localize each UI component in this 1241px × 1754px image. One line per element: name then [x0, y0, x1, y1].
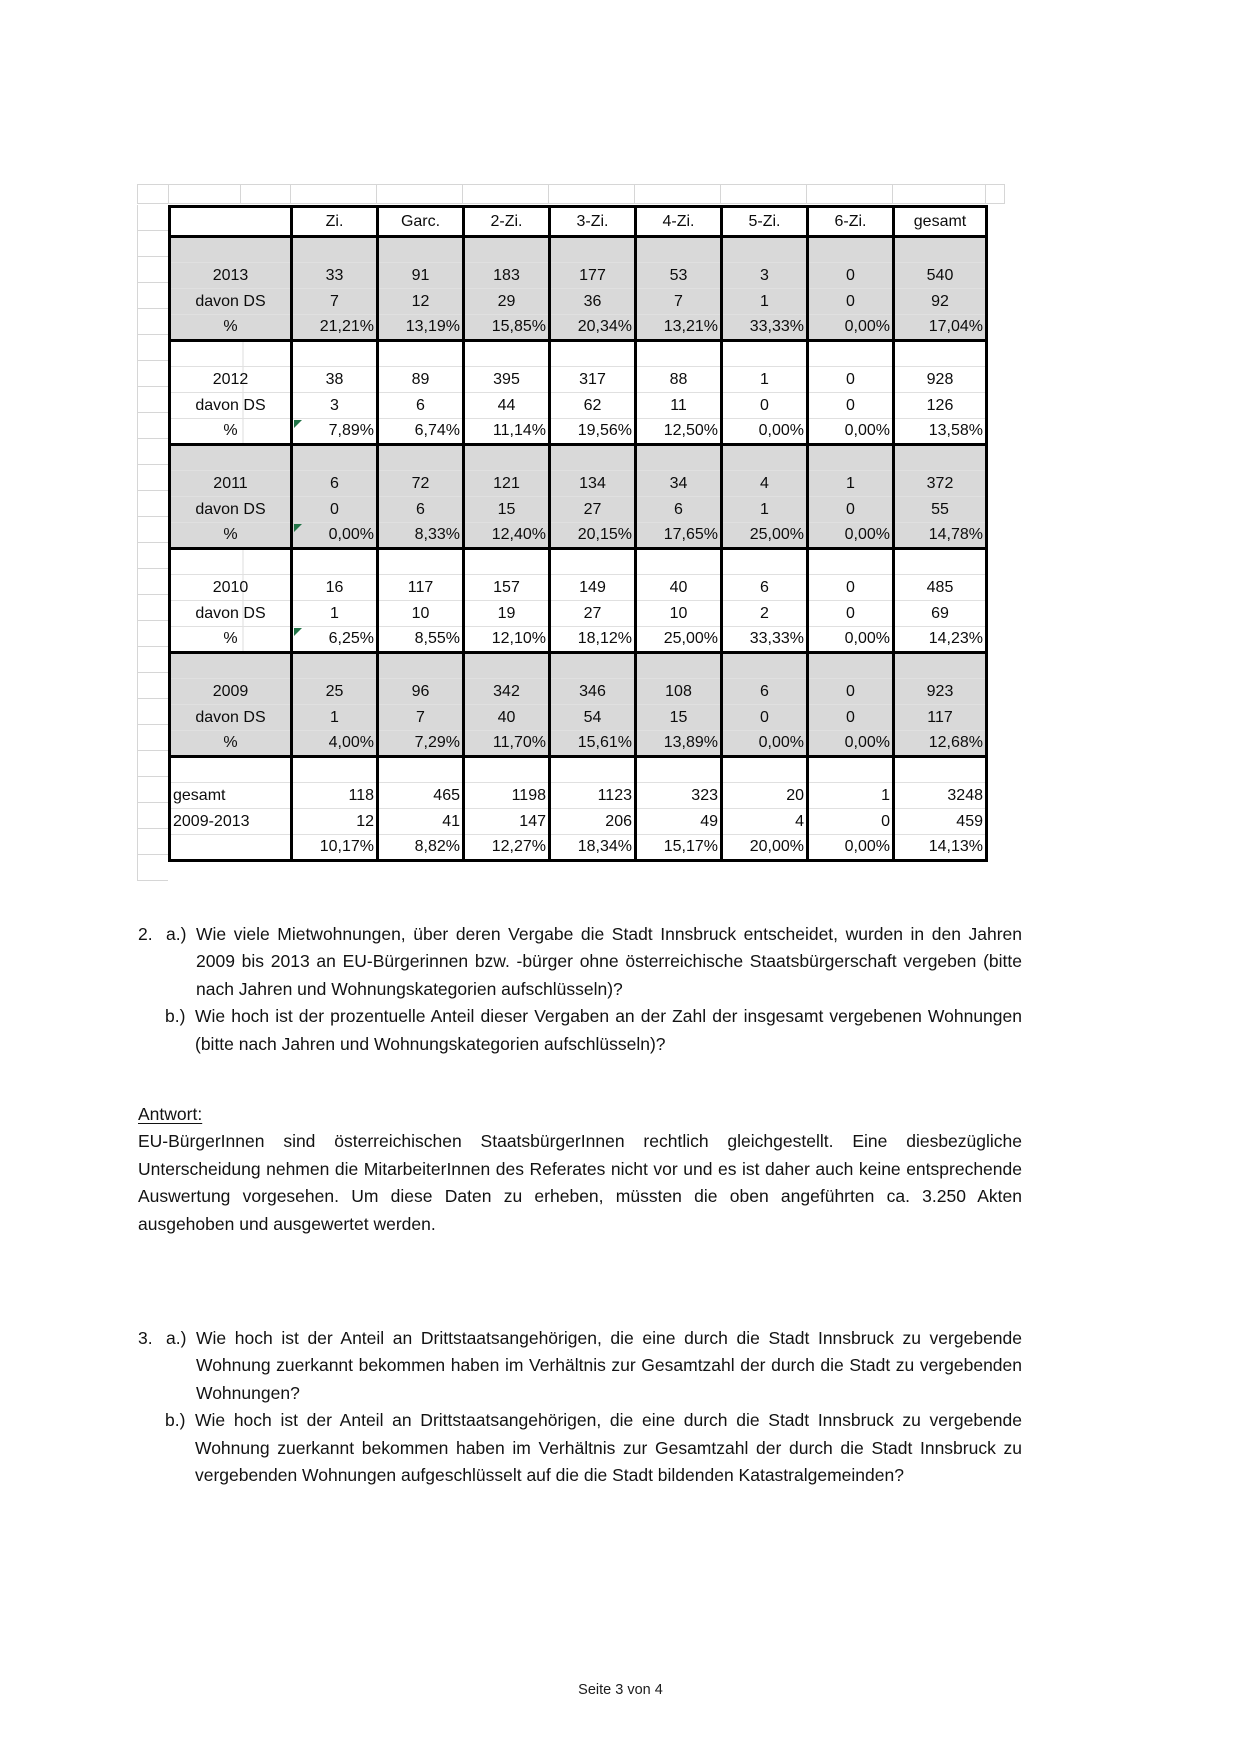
table-cell	[170, 653, 292, 679]
value-cell: 0,00%	[808, 315, 894, 341]
table-cell	[808, 445, 894, 471]
value-cell: 0	[292, 497, 378, 523]
table-cell	[894, 445, 987, 471]
value-cell: 147	[464, 809, 550, 835]
value-cell: 40	[464, 705, 550, 731]
value-cell: 1	[808, 783, 894, 809]
table-cell	[722, 757, 808, 783]
value-cell: 7,89%	[292, 419, 378, 445]
value-cell: 89	[378, 367, 464, 393]
percent-row	[170, 731, 987, 757]
indent	[138, 1407, 165, 1489]
table-cell	[170, 549, 292, 575]
davon-ds-row	[170, 393, 987, 419]
value-cell: 15,85%	[464, 315, 550, 341]
value-cell: 0,00%	[808, 731, 894, 757]
value-cell: 2	[722, 601, 808, 627]
value-cell: 12	[378, 289, 464, 315]
table-cell	[722, 237, 808, 263]
table-cell	[170, 757, 292, 783]
value-cell: 0	[722, 393, 808, 419]
value-cell: 342	[464, 679, 550, 705]
value-cell: 44	[464, 393, 550, 419]
value-cell: 7	[292, 289, 378, 315]
block-spacer-row	[170, 653, 987, 679]
value-cell: 0,00%	[722, 419, 808, 445]
value-cell: 33,33%	[722, 315, 808, 341]
table-cell	[464, 549, 550, 575]
table-cell	[550, 757, 636, 783]
value-cell: 96	[378, 679, 464, 705]
grid-cell	[290, 184, 376, 204]
table-cell	[550, 237, 636, 263]
table-cell	[170, 835, 292, 861]
value-cell: 3248	[894, 783, 987, 809]
value-cell: 346	[550, 679, 636, 705]
table-cell	[808, 653, 894, 679]
value-cell: 33	[292, 263, 378, 289]
value-cell: 20	[722, 783, 808, 809]
value-cell: 34	[636, 471, 722, 497]
value-cell: 18,34%	[550, 835, 636, 861]
value-cell: 25,00%	[722, 523, 808, 549]
value-cell: 7	[636, 289, 722, 315]
value-cell: 928	[894, 367, 987, 393]
value-cell: 7,29%	[378, 731, 464, 757]
value-cell: 49	[636, 809, 722, 835]
table-cell	[722, 341, 808, 367]
table-cell	[292, 445, 378, 471]
percent-row	[170, 523, 987, 549]
grid-cell	[985, 184, 1005, 204]
column-header: 4-Zi.	[636, 207, 722, 237]
value-cell: 0	[808, 809, 894, 835]
value-cell: 0	[808, 393, 894, 419]
value-cell: 54	[550, 705, 636, 731]
value-cell: 1	[292, 601, 378, 627]
value-cell: 121	[464, 471, 550, 497]
value-cell: 465	[378, 783, 464, 809]
grid-cell	[634, 184, 720, 204]
value-cell: 126	[894, 393, 987, 419]
value-cell: 0,00%	[808, 523, 894, 549]
column-header: 3-Zi.	[550, 207, 636, 237]
question-marker: a.)	[166, 924, 187, 944]
column-header: Zi.	[292, 207, 378, 237]
table-cell	[378, 445, 464, 471]
value-cell: 36	[550, 289, 636, 315]
value-cell: 6	[378, 497, 464, 523]
block-spacer-row	[170, 549, 987, 575]
value-cell: 91	[378, 263, 464, 289]
value-cell: 10	[636, 601, 722, 627]
value-cell: 0	[808, 263, 894, 289]
table-cell	[378, 757, 464, 783]
table-cell	[894, 653, 987, 679]
value-cell: 17,65%	[636, 523, 722, 549]
page-number: Seite 3 von 4	[578, 1682, 663, 1698]
value-cell: 92	[894, 289, 987, 315]
table-cell	[636, 445, 722, 471]
value-cell: 0	[808, 497, 894, 523]
table-cell	[464, 341, 550, 367]
value-cell: 11	[636, 393, 722, 419]
year-label: 2012	[170, 367, 292, 393]
value-cell: 1	[292, 705, 378, 731]
question-number: 2.	[138, 924, 153, 944]
total-ds-row	[170, 809, 987, 835]
column-header: Garc.	[378, 207, 464, 237]
table-cell	[464, 237, 550, 263]
value-cell: 395	[464, 367, 550, 393]
question-marker: b.)	[165, 1006, 186, 1027]
year-label: 2010	[170, 575, 292, 601]
column-header: gesamt	[894, 207, 987, 237]
year-row	[170, 471, 987, 497]
grid-cell	[720, 184, 806, 204]
value-cell: 13,19%	[378, 315, 464, 341]
grid-cell	[376, 184, 462, 204]
body-text	[138, 921, 1022, 1490]
table-cell	[292, 757, 378, 783]
value-cell: 0,00%	[292, 523, 378, 549]
table-cell	[170, 341, 292, 367]
year-row	[170, 679, 987, 705]
table-cell	[894, 549, 987, 575]
value-cell: 6,25%	[292, 627, 378, 653]
value-cell: 0	[808, 679, 894, 705]
value-cell: 12,68%	[894, 731, 987, 757]
question-3b	[138, 1407, 1022, 1489]
question-marker: a.)	[166, 1328, 187, 1349]
value-cell: 27	[550, 497, 636, 523]
grid-cell	[462, 184, 548, 204]
davon-ds-row	[170, 497, 987, 523]
year-label: 2011	[170, 471, 292, 497]
value-cell: 14,78%	[894, 523, 987, 549]
table-cell	[550, 341, 636, 367]
row-label: %	[170, 419, 292, 445]
value-cell: 8,33%	[378, 523, 464, 549]
table-cell	[170, 445, 292, 471]
value-cell: 16	[292, 575, 378, 601]
indent	[138, 1003, 165, 1058]
column-header: 5-Zi.	[722, 207, 808, 237]
value-cell: 1	[808, 471, 894, 497]
value-cell: 459	[894, 809, 987, 835]
block-spacer-row	[170, 757, 987, 783]
value-cell: 6	[722, 679, 808, 705]
table-cell	[894, 341, 987, 367]
table-cell	[292, 237, 378, 263]
value-cell: 13,21%	[636, 315, 722, 341]
davon-ds-row	[170, 601, 987, 627]
table-cell	[636, 549, 722, 575]
value-cell: 0	[808, 289, 894, 315]
value-cell: 15,61%	[550, 731, 636, 757]
davon-ds-row	[170, 289, 987, 315]
row-label: %	[170, 315, 292, 341]
value-cell: 53	[636, 263, 722, 289]
value-cell: 6,74%	[378, 419, 464, 445]
total-counts-row	[170, 783, 987, 809]
value-cell: 177	[550, 263, 636, 289]
value-cell: 134	[550, 471, 636, 497]
year-row	[170, 367, 987, 393]
row-label: davon DS	[170, 601, 292, 627]
table-cell	[808, 341, 894, 367]
value-cell: 25	[292, 679, 378, 705]
value-cell: 0,00%	[808, 419, 894, 445]
table-cell	[894, 237, 987, 263]
value-cell: 12	[292, 809, 378, 835]
table-cell	[808, 549, 894, 575]
value-cell: 0	[808, 705, 894, 731]
value-cell: 206	[550, 809, 636, 835]
value-cell: 10,17%	[292, 835, 378, 861]
value-cell: 15	[464, 497, 550, 523]
table-cell	[550, 653, 636, 679]
total-label: gesamt	[170, 783, 292, 809]
question-2a	[138, 921, 1022, 1003]
header-row	[170, 207, 987, 237]
year-row	[170, 263, 987, 289]
question-number: 3.	[138, 1328, 153, 1349]
value-cell: 6	[292, 471, 378, 497]
table-cell	[378, 549, 464, 575]
value-cell: 1	[722, 367, 808, 393]
total-range-label: 2009-2013	[170, 809, 292, 835]
value-cell: 117	[894, 705, 987, 731]
total-percent-row	[170, 835, 987, 861]
davon-ds-row	[170, 705, 987, 731]
value-cell: 108	[636, 679, 722, 705]
grid-cell	[806, 184, 892, 204]
table-cell	[550, 445, 636, 471]
value-cell: 323	[636, 783, 722, 809]
grid-cell	[240, 184, 290, 204]
wohnungsvergabe-statistik-table	[168, 205, 988, 862]
value-cell: 33,33%	[722, 627, 808, 653]
value-cell: 1198	[464, 783, 550, 809]
answer-heading: Antwort:	[138, 1104, 203, 1125]
value-cell: 118	[292, 783, 378, 809]
question-text: Wie hoch ist der prozentuelle Anteil dieser Vergaben an der Zahl der insgesamt vergebenen Wohnungen (bitte nach Jahren und Wohnungskategorien aufschlüsseln)?	[195, 1006, 1022, 1054]
grid-cell	[892, 184, 985, 204]
row-label: davon DS	[170, 393, 292, 419]
value-cell: 149	[550, 575, 636, 601]
value-cell: 29	[464, 289, 550, 315]
table-cell	[464, 757, 550, 783]
value-cell: 3	[722, 263, 808, 289]
value-cell: 0	[722, 705, 808, 731]
value-cell: 183	[464, 263, 550, 289]
value-cell: 157	[464, 575, 550, 601]
table-cell	[808, 757, 894, 783]
table-cell	[550, 549, 636, 575]
question-text: Wie hoch ist der Anteil an Drittstaatsangehörigen, die eine durch die Stadt Innsbruck zu vergebende Wohnung zuerkannt bekommen haben im Verhältnis zur Gesamtzahl der durch die Stadt Innsbruck zu vergebenden Wohnungen aufgeschlüsselt auf die die Stadt bildenden Katastralgemeinden?	[195, 1410, 1022, 1486]
row-label: %	[170, 731, 292, 757]
value-cell: 0,00%	[722, 731, 808, 757]
value-cell: 0	[808, 367, 894, 393]
value-cell: 20,15%	[550, 523, 636, 549]
row-label: %	[170, 627, 292, 653]
table-cell	[636, 341, 722, 367]
question-text: Wie viele Mietwohnungen, über deren Vergabe die Stadt Innsbruck entscheidet, wurden in den Jahren 2009 bis 2013 an EU-Bürgerinnen bzw. -bürger ohne österreichische Staatsbürgerschaft vergeben (bitte nach Jahren und Wohnungskategorien aufschlüsseln)?	[196, 924, 1022, 999]
grid-cell	[548, 184, 634, 204]
table-cell	[170, 237, 292, 263]
value-cell: 8,55%	[378, 627, 464, 653]
percent-row	[170, 315, 987, 341]
value-cell: 14,13%	[894, 835, 987, 861]
grid-cell	[137, 184, 168, 204]
grid-cell	[168, 184, 240, 204]
value-cell: 11,14%	[464, 419, 550, 445]
value-cell: 540	[894, 263, 987, 289]
value-cell: 69	[894, 601, 987, 627]
table-cell	[722, 549, 808, 575]
question-3a	[138, 1325, 1022, 1407]
value-cell: 317	[550, 367, 636, 393]
value-cell: 88	[636, 367, 722, 393]
value-cell: 8,82%	[378, 835, 464, 861]
column-header: 6-Zi.	[808, 207, 894, 237]
spreadsheet-grid-left-strip	[137, 205, 168, 881]
value-cell: 11,70%	[464, 731, 550, 757]
value-cell: 7	[378, 705, 464, 731]
table-cell	[636, 237, 722, 263]
table-cell	[378, 653, 464, 679]
question-marker: b.)	[165, 1410, 186, 1431]
value-cell: 14,23%	[894, 627, 987, 653]
value-cell: 41	[378, 809, 464, 835]
value-cell: 20,00%	[722, 835, 808, 861]
value-cell: 485	[894, 575, 987, 601]
value-cell: 21,21%	[292, 315, 378, 341]
question-text: Wie hoch ist der Anteil an Drittstaatsangehörigen, die eine durch die Stadt Innsbruck zu vergebende Wohnung zuerkannt bekommen haben im Verhältnis zur Gesamtzahl der durch die Stadt zu vergebenden Wohnungen?	[196, 1328, 1022, 1403]
value-cell: 6	[722, 575, 808, 601]
value-cell: 62	[550, 393, 636, 419]
value-cell: 17,04%	[894, 315, 987, 341]
table-cell	[464, 445, 550, 471]
value-cell: 4	[722, 471, 808, 497]
table-body	[170, 237, 987, 861]
block-spacer-row	[170, 341, 987, 367]
value-cell: 6	[378, 393, 464, 419]
block-spacer-row	[170, 237, 987, 263]
value-cell: 15,17%	[636, 835, 722, 861]
year-label: 2009	[170, 679, 292, 705]
value-cell: 1	[722, 289, 808, 315]
row-label: davon DS	[170, 497, 292, 523]
table-cell	[722, 445, 808, 471]
value-cell: 0,00%	[808, 627, 894, 653]
column-header: 2-Zi.	[464, 207, 550, 237]
value-cell: 0	[808, 575, 894, 601]
table-cell	[292, 341, 378, 367]
value-cell: 72	[378, 471, 464, 497]
value-cell: 10	[378, 601, 464, 627]
value-cell: 923	[894, 679, 987, 705]
value-cell: 25,00%	[636, 627, 722, 653]
value-cell: 12,27%	[464, 835, 550, 861]
block-spacer-row	[170, 445, 987, 471]
question-2b	[138, 1003, 1022, 1058]
table-cell	[636, 653, 722, 679]
table-cell	[636, 757, 722, 783]
value-cell: 4,00%	[292, 731, 378, 757]
value-cell: 55	[894, 497, 987, 523]
value-cell: 13,89%	[636, 731, 722, 757]
value-cell: 6	[636, 497, 722, 523]
value-cell: 372	[894, 471, 987, 497]
value-cell: 38	[292, 367, 378, 393]
row-label: davon DS	[170, 705, 292, 731]
table-cell	[378, 341, 464, 367]
table-cell	[292, 549, 378, 575]
value-cell: 4	[722, 809, 808, 835]
value-cell: 18,12%	[550, 627, 636, 653]
value-cell: 1	[722, 497, 808, 523]
value-cell: 19,56%	[550, 419, 636, 445]
value-cell: 40	[636, 575, 722, 601]
table-cell	[808, 237, 894, 263]
table-cell	[464, 653, 550, 679]
value-cell: 0	[808, 601, 894, 627]
answer-paragraph: EU-BürgerInnen sind österreichischen StaatsbürgerInnen rechtlich gleichgestellt. Eine diesbezügliche Unterscheidung nehmen die MitarbeiterInnen des Referates nicht vor und es ist daher auch keine entsprechende Auswertung vorgesehen. Um diese Daten zu erheben, müssten die oben angeführten ca. 3.250 Akten ausgehoben und ausgewertet werden.	[138, 1131, 1022, 1234]
value-cell: 0,00%	[808, 835, 894, 861]
year-row	[170, 575, 987, 601]
value-cell: 15	[636, 705, 722, 731]
corner-header-cell	[170, 207, 292, 237]
value-cell: 12,50%	[636, 419, 722, 445]
row-label: %	[170, 523, 292, 549]
table-cell	[894, 757, 987, 783]
value-cell: 20,34%	[550, 315, 636, 341]
value-cell: 13,58%	[894, 419, 987, 445]
value-cell: 1123	[550, 783, 636, 809]
value-cell: 19	[464, 601, 550, 627]
percent-row	[170, 627, 987, 653]
value-cell: 3	[292, 393, 378, 419]
table-cell	[378, 237, 464, 263]
value-cell: 117	[378, 575, 464, 601]
value-cell: 12,40%	[464, 523, 550, 549]
year-label: 2013	[170, 263, 292, 289]
row-label: davon DS	[170, 289, 292, 315]
table-cell	[722, 653, 808, 679]
value-cell: 12,10%	[464, 627, 550, 653]
value-cell: 27	[550, 601, 636, 627]
table-cell	[292, 653, 378, 679]
spreadsheet-grid-top-strip	[137, 184, 1005, 204]
percent-row	[170, 419, 987, 445]
